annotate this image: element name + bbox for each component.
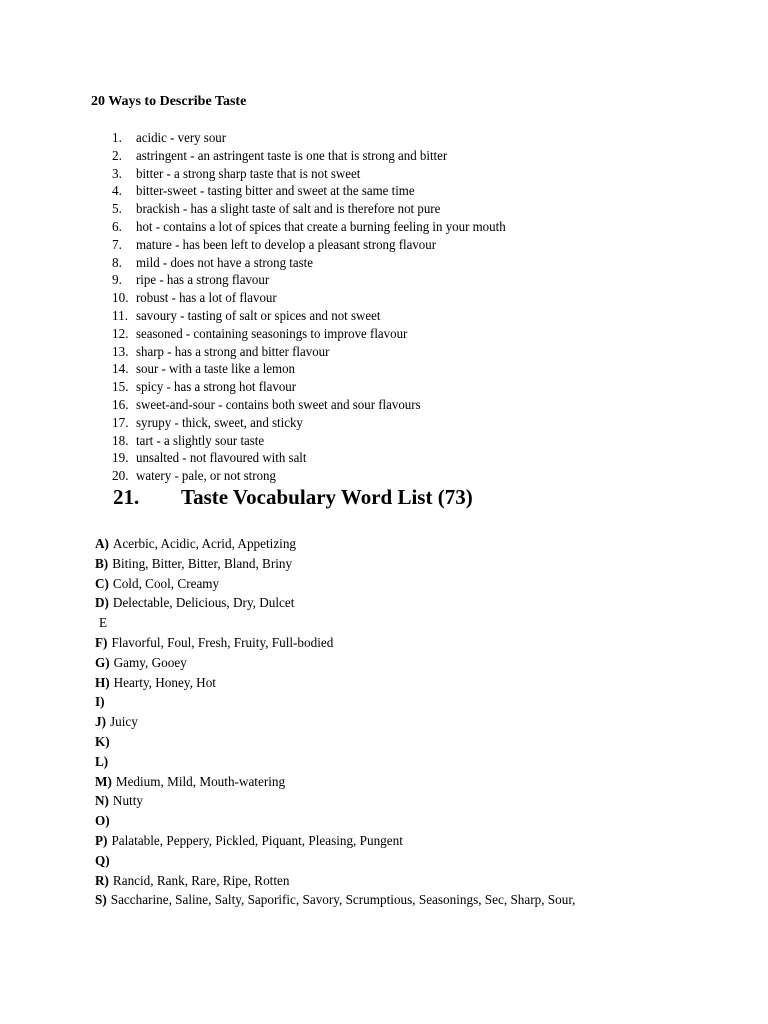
vocab-words: E <box>99 615 108 631</box>
list-item-number: 4. <box>112 183 122 199</box>
list-item-number: 9. <box>112 272 122 288</box>
vocab-words: Palatable, Peppery, Pickled, Piquant, Pleasing, Pungent <box>111 832 403 848</box>
taste-list-item <box>112 360 513 378</box>
vocab-letter: L) <box>95 753 109 769</box>
vocab-words: Biting, Bitter, Bitter, Bland, Briny <box>112 555 293 571</box>
taste-list-item <box>112 325 513 343</box>
list-item-text: seasoned - containing seasonings to improve flavour <box>136 325 408 341</box>
list-item-text: tart - a slightly sour taste <box>136 432 265 448</box>
list-item-text: unsalted - not flavoured with salt <box>136 450 307 466</box>
vocab-letter: F) <box>95 634 108 650</box>
list-item-text: watery - pale, or not strong <box>136 468 276 484</box>
list-item-number: 14. <box>112 361 129 377</box>
list-item-text: savoury - tasting of salt or spices and not sweet <box>136 307 381 323</box>
list-item-number: 7. <box>112 236 122 252</box>
vocab-words: Saccharine, Saline, Salty, Saporific, Savory, Scrumptious, Seasonings, Sec, Sharp, Sour, <box>110 892 576 908</box>
vocab-words: Delectable, Delicious, Dry, Dulcet <box>112 595 295 611</box>
vocab-row <box>95 554 575 574</box>
vocab-letter: C) <box>95 575 109 591</box>
vocab-row <box>95 593 575 613</box>
vocab-row <box>95 692 575 712</box>
vocab-words: Hearty, Honey, Hot <box>113 674 216 690</box>
list-item-text: spicy - has a strong hot flavour <box>136 379 297 395</box>
list-item-text: acidic - very sour <box>136 130 227 145</box>
vocab-row <box>95 673 575 693</box>
vocab-row <box>95 791 575 811</box>
vocab-letter: A) <box>95 536 109 551</box>
list-item-number: 12. <box>112 325 129 341</box>
vocab-row <box>95 653 575 673</box>
vocab-letter: J) <box>95 714 106 730</box>
vocab-words: Juicy <box>110 714 138 730</box>
vocab-words: Cold, Cool, Creamy <box>112 575 220 591</box>
vocab-letter: M) <box>95 773 112 789</box>
list-item-text: mature - has been left to develop a pleasant strong flavour <box>136 236 437 252</box>
taste-list-item <box>112 467 513 485</box>
list-item-number: 16. <box>112 396 129 412</box>
vocab-letter: D) <box>95 595 109 611</box>
vocab-row <box>95 811 575 831</box>
taste-list-item <box>112 396 513 414</box>
taste-description-list <box>112 129 513 485</box>
taste-list-item <box>112 289 513 307</box>
taste-list-item <box>112 129 513 147</box>
taste-list-item <box>112 147 513 165</box>
vocab-row <box>95 871 575 891</box>
taste-list-item <box>112 165 513 183</box>
taste-list-item <box>112 343 513 361</box>
vocab-letter: N) <box>95 793 109 809</box>
vocab-row <box>95 633 575 653</box>
list-item-number: 5. <box>112 201 122 217</box>
list-item-text: sweet-and-sour - contains both sweet and sour flavours <box>136 396 421 412</box>
list-item-number: 11. <box>112 307 128 323</box>
section-title: Taste Vocabulary Word List (73) <box>181 485 473 509</box>
section-heading <box>113 485 473 510</box>
list-item-text: brackish - has a slight taste of salt and is therefore not pure <box>136 201 441 217</box>
vocab-letter: I) <box>95 694 105 710</box>
taste-list-item <box>112 378 513 396</box>
taste-list-item <box>112 271 513 289</box>
list-item-text: robust - has a lot of flavour <box>136 290 277 306</box>
list-item-number: 18. <box>112 432 129 448</box>
vocab-letter: G) <box>95 654 110 670</box>
list-item-number: 2. <box>112 147 122 163</box>
taste-list-item <box>112 200 513 218</box>
vocab-letter: S) <box>95 892 107 908</box>
list-item-number: 8. <box>112 254 122 270</box>
vocab-row <box>95 752 575 772</box>
taste-list-item <box>112 218 513 236</box>
taste-list-item <box>112 307 513 325</box>
vocab-letter: H) <box>95 674 110 690</box>
vocab-letter: O) <box>95 813 110 829</box>
list-item-number: 13. <box>112 343 129 359</box>
list-item-text: sour - with a taste like a lemon <box>136 361 296 377</box>
list-item-number: 1. <box>112 130 122 145</box>
vocab-letter: P) <box>95 832 108 848</box>
vocab-row <box>95 851 575 871</box>
page-title: 20 Ways to Describe Taste <box>91 94 247 109</box>
list-item-text: syrupy - thick, sweet, and sticky <box>136 414 303 430</box>
taste-list-item <box>112 182 513 200</box>
vocab-words: Medium, Mild, Mouth-watering <box>115 773 286 789</box>
vocab-row <box>95 613 575 633</box>
vocab-words: Gamy, Gooey <box>113 654 187 670</box>
vocab-row <box>95 712 575 732</box>
list-item-number: 17. <box>112 414 129 430</box>
list-item-number: 6. <box>112 218 122 234</box>
vocabulary-word-list <box>95 534 575 910</box>
vocab-row <box>95 732 575 752</box>
list-item-text: astringent - an astringent taste is one that is strong and bitter <box>136 147 448 163</box>
list-item-text: ripe - has a strong flavour <box>136 272 270 288</box>
vocab-row <box>95 890 575 910</box>
list-item-text: bitter-sweet - tasting bitter and sweet at the same time <box>136 183 415 199</box>
vocab-row <box>95 534 575 554</box>
vocab-words: Rancid, Rank, Rare, Ripe, Rotten <box>112 872 290 888</box>
vocab-words: Nutty <box>112 793 143 809</box>
list-item-number: 3. <box>112 165 122 181</box>
taste-list-item <box>112 414 513 432</box>
taste-list-item <box>112 432 513 450</box>
vocab-words: Acerbic, Acidic, Acrid, Appetizing <box>112 536 297 551</box>
vocab-row <box>95 831 575 851</box>
list-item-text: sharp - has a strong and bitter flavour <box>136 343 330 359</box>
vocab-letter: B) <box>95 555 109 571</box>
vocab-letter: R) <box>95 872 109 888</box>
list-item-text: bitter - a strong sharp taste that is not sweet <box>136 165 361 181</box>
vocab-words: Flavorful, Foul, Fresh, Fruity, Full-bodied <box>111 634 334 650</box>
list-item-number: 19. <box>112 450 129 466</box>
list-item-text: mild - does not have a strong taste <box>136 254 313 270</box>
list-item-text: hot - contains a lot of spices that create a burning feeling in your mouth <box>136 218 506 234</box>
section-number: 21. <box>113 485 140 509</box>
taste-list-item <box>112 449 513 467</box>
taste-list-item <box>112 236 513 254</box>
vocab-row <box>95 772 575 792</box>
taste-list-item <box>112 254 513 272</box>
list-item-number: 10. <box>112 290 129 306</box>
list-item-number: 15. <box>112 379 129 395</box>
list-item-number: 20. <box>112 468 129 484</box>
vocab-row <box>95 574 575 594</box>
vocab-letter: Q) <box>95 852 110 868</box>
vocab-letter: K) <box>95 733 110 749</box>
